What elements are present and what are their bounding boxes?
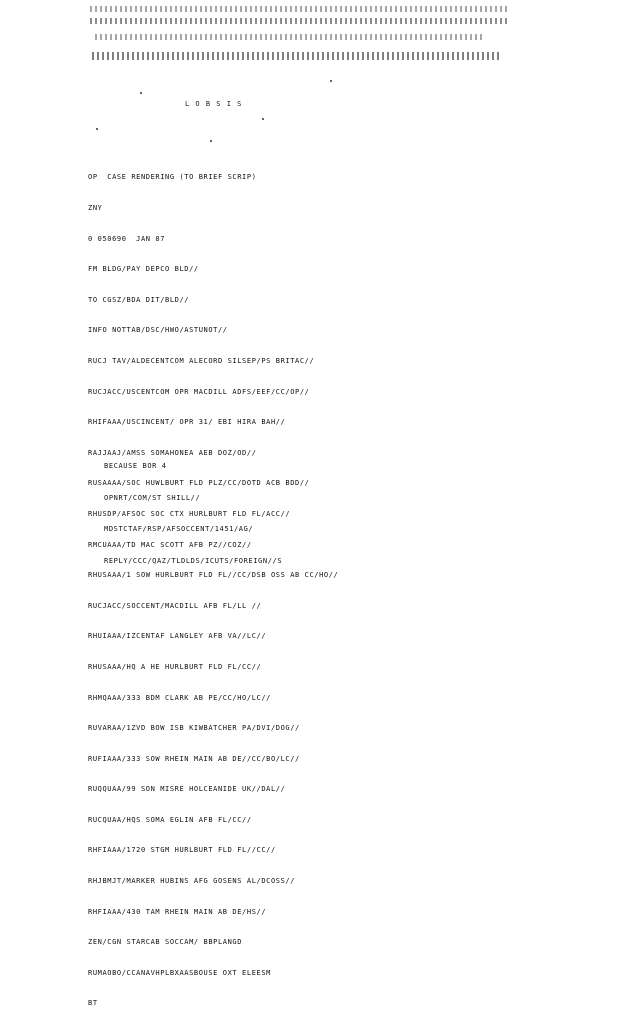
telex-line: RUSAAAA/SOC HUWLBURT FLD PLZ/CC/DOTD ACB BDD// <box>88 479 310 488</box>
telex-line: RHUIAAA/IZCENTAF LANGLEY AFB VA//LC// <box>88 632 267 641</box>
scan-speck <box>330 80 332 82</box>
telex-line: RUQQUAA/99 SON MISRE HOLCEANIDE UK//DAL// <box>88 785 286 794</box>
telex-line: ZEN/CGN STARCAB SOCCAM/ BBPLANGD <box>88 938 243 947</box>
telex-message-body <box>88 152 448 1029</box>
telex-line: RUVARAA/1ZVD BOW ISB KIWBATCHER PA/DVI/DOG// <box>88 724 300 733</box>
telex-line: BT <box>88 999 98 1008</box>
telex-line: RHUSAAA/HQ A HE HURLBURT FLD FL/CC// <box>88 662 262 671</box>
telex-line: RUCJACC/SOCCENT/MACDILL AFB FL/LL // <box>88 601 262 610</box>
scan-speck <box>210 140 212 142</box>
telex-line: RHUSAAA/1 SOW HURLBURT FLD FL//CC/DSB OSS AB CC/HO// <box>88 571 339 580</box>
telex-line: RUFIAAA/333 SOW RHEIN MAIN AB DE//CC/BO/LC// <box>88 754 300 763</box>
scan-speck <box>262 118 264 120</box>
scan-noise-band <box>90 18 510 24</box>
scan-noise-band <box>90 6 510 12</box>
telex-footer <box>104 440 404 587</box>
telex-line: RUCQUAA/HQS SOMA EGLIN AFB FL/CC// <box>88 815 252 824</box>
footer-line: BECAUSE BOR 4 <box>104 462 167 470</box>
telex-line: RHMQAAA/333 BDM CLARK AB PE/CC/HO/LC// <box>88 693 271 702</box>
footer-line: REPLY/CCC/QAZ/TLDLDS/ICUTS/FOREIGN//S <box>104 556 283 565</box>
telex-line: RHIFAAA/USCINCENT/ OPR 31/ EBI HIRA BAH// <box>88 418 286 427</box>
telex-line: ZNY <box>88 204 103 212</box>
telex-line: RHJBMJT/MARKER HUBINS AFG GOSENS AL/DCOSS// <box>88 877 296 886</box>
scan-speck <box>96 128 98 130</box>
telex-line: FM BLDG/PAY DEPCO BLD// <box>88 265 199 274</box>
telex-line: RHUSDP/AFSOC SOC CTX HURLBURT FLD FL/ACC// <box>88 509 291 518</box>
telex-line: RAJJAAJ/AMSS SOMAHONEA AEB DOZ/OD// <box>88 448 257 457</box>
footer-line: MDSTCTAF/RSP/AFSOCCENT/1451/AG/ <box>104 525 254 533</box>
telex-line: RUCJACC/USCENTCOM OPR MACDILL ADFS/EEF/CC/OP// <box>88 387 310 396</box>
telex-line: TO CGSZ/BDA DIT/BLD// <box>88 295 190 304</box>
telex-line: INFO NOTTAB/DSC/HWO/ASTUNOT// <box>88 326 228 335</box>
scan-noise-band <box>92 52 502 60</box>
footer-line: OPNRT/COM/ST SHILL// <box>104 493 201 502</box>
telex-line: 0 050690 JAN 87 <box>88 234 166 243</box>
scan-noise-band <box>95 34 485 40</box>
telex-line: RMCUAAA/TD MAC SCOTT AFB PZ//COZ// <box>88 540 252 549</box>
telex-line: RUCJ TAV/ALDECENTCOM ALECORD SILSEP/PS BRITAC// <box>88 356 315 365</box>
telex-line: RHFIAAA/430 TAM RHEIN MAIN AB DE/HS// <box>88 907 267 916</box>
page-header-mark: L O B S I S <box>185 100 243 108</box>
telex-line: RHFIAAA/1720 STGM HURLBURT FLD FL//CC// <box>88 846 276 855</box>
telex-line: OP CASE RENDERING (TO BRIEF SCRIP) <box>88 173 257 182</box>
scan-speck <box>140 92 142 94</box>
telex-line: RUMAOBO/CCANAVHPLBXAASBOUSE OXT ELEESM <box>88 968 271 977</box>
